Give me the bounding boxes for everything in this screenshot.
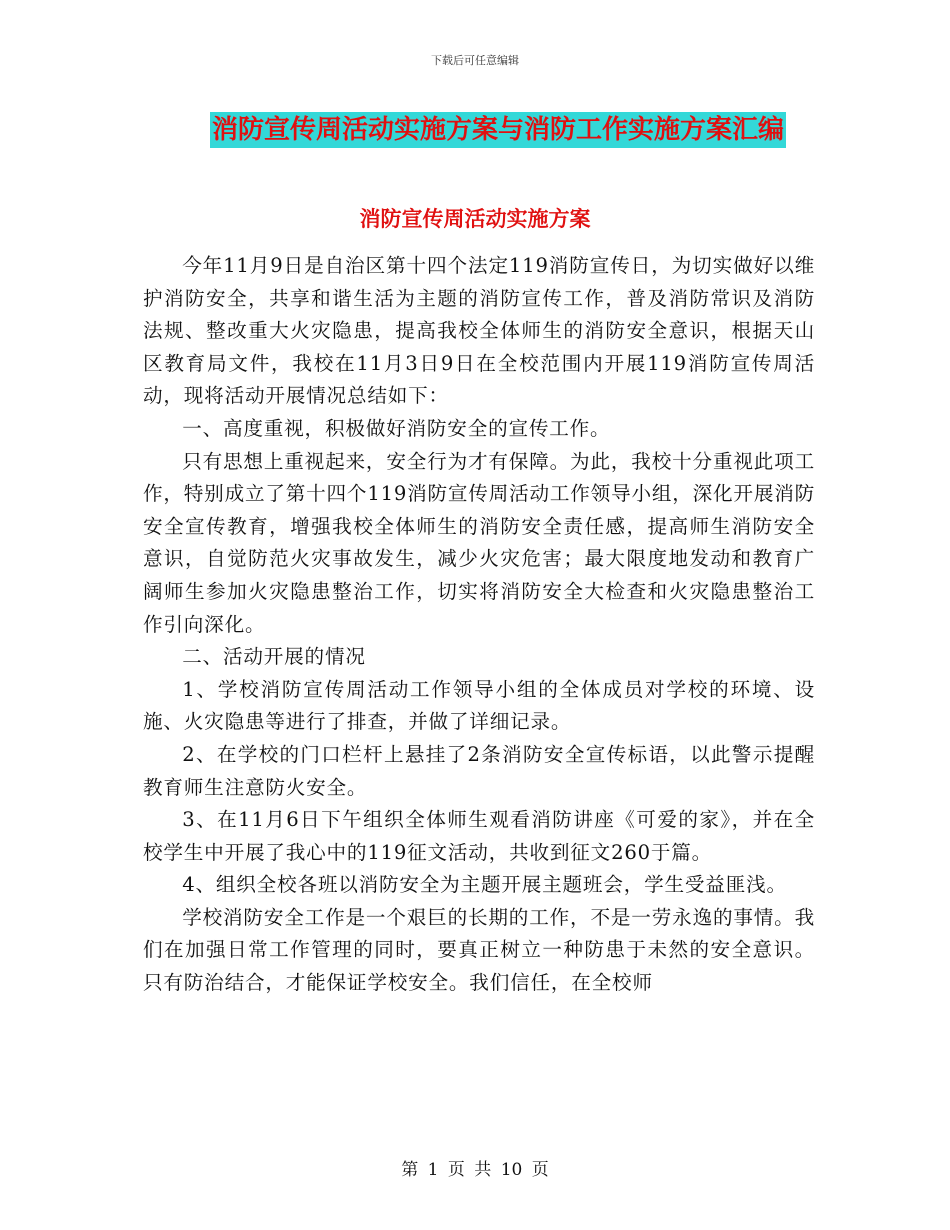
paragraph-heading-2: 二、活动开展的情况 xyxy=(182,645,366,669)
section-title: 消防宣传周活动实施方案 xyxy=(359,207,591,231)
page-footer: 第 1 页 共 10 页 xyxy=(401,1160,549,1180)
paragraph-importance: 只有思想上重视起来，安全行为才有保障。为此，我校十分重视此项工作，特别成立了第十四个119消防宣传周活动工作领导小组，深化开展消防安全宣传教育，增强我校全体师生的消防安全责任感，提高师生消防安全意识，自觉防范火灾事故发生，减少火灾危害；最大限度地发动和教育广阔师生参加火灾隐患整治工作，切实将消防安全大检查和火灾隐患整治工作引向深化。 xyxy=(143,449,816,636)
paragraph-intro: 今年11月9日是自治区第十四个法定119消防宣传日，为切实做好以维护消防安全，共享和谐生活为主题的消防宣传工作，普及消防常识及消防法规、整改重大火灾隐患，提高我校全体师生的消防安全意识，根据天山区教育局文件，我校在11月3日9日在全校范围内开展119消防宣传周活动，现将活动开展情况总结如下： xyxy=(143,254,815,408)
document-body xyxy=(143,250,815,1000)
main-title-container xyxy=(0,112,950,148)
paragraph-heading-1: 一、高度重视，积极做好消防安全的宣传工作。 xyxy=(182,416,611,440)
paragraph-closing: 学校消防安全工作是一个艰巨的长期的工作，不是一劳永逸的事情。我们在加强日常工作管理的同时，要真正树立一种防患于未然的安全意识。只有防治结合，才能保证学校安全。我们信任，在全校师 xyxy=(143,905,815,995)
paragraph-item-1: 1、学校消防宣传周活动工作领导小组的全体成员对学校的环境、设施、火灾隐患等进行了排查，并做了详细记录。 xyxy=(143,677,815,734)
paragraph-item-3: 3、在11月6日下午组织全体师生观看消防讲座《可爱的家》，并在全校学生中开展了我心中的119征文活动，共收到征文260于篇。 xyxy=(143,808,815,864)
paragraph-item-2: 2、在学校的门口栏杆上悬挂了2条消防安全宣传标语，以此警示提醒教育师生注意防火安全。 xyxy=(143,742,815,799)
header-note: 下载后可任意编辑 xyxy=(431,54,519,67)
main-title: 消防宣传周活动实施方案与消防工作实施方案汇编 xyxy=(210,112,786,148)
paragraph-item-4: 4、组织全校各班以消防安全为主题开展主题班会，学生受益匪浅。 xyxy=(182,873,787,897)
